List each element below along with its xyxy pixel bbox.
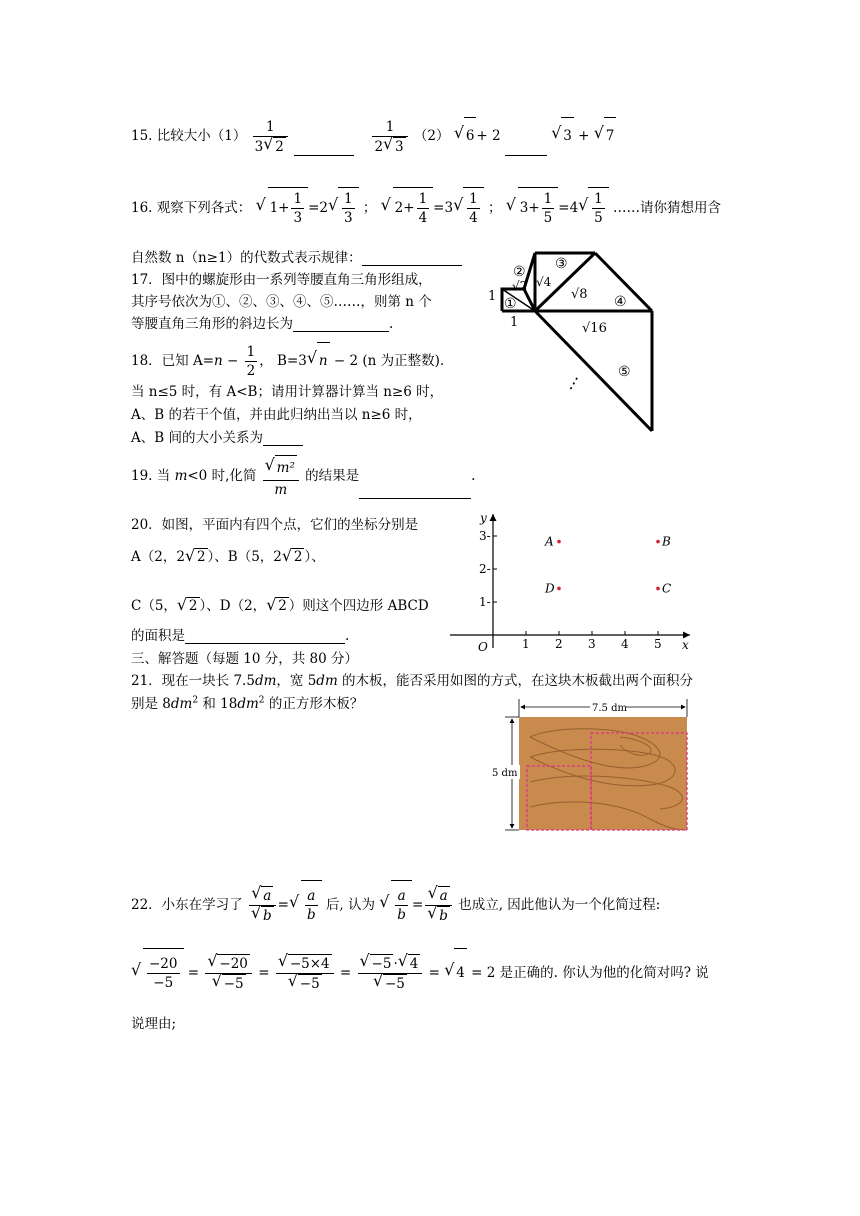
point-d bbox=[557, 587, 561, 591]
point-c bbox=[656, 587, 660, 591]
spiral-label-4: ④ bbox=[614, 294, 627, 310]
q19-line: 19. 当 m<0 时,化简 √ $\frac{\text{m²}}{m}$ 的结果是 . bbox=[131, 454, 475, 499]
q22-rule-lhs: √ a √ b bbox=[249, 886, 276, 925]
q22-line-2: √ $\frac{-20}{-5}$ = √ −20 √ −5 = √ −5×4 √ −5 = √ −5 ·√ 4 √ −5 = √ 4 = 2 是正确的. 你认为他的化简对吗? 说 bbox=[131, 948, 709, 997]
spiral-rad-16: √16 bbox=[582, 321, 607, 336]
section-3-heading: 三、解答题（每题 10 分，共 80 分） bbox=[131, 651, 359, 667]
q22-line-3: 说理由; bbox=[131, 1016, 177, 1032]
spiral-side-left-label: 1 bbox=[488, 289, 497, 304]
q22-line-1: 22．小东在学习了 √ a √ b = √ $\frac{a}{b}$ 后, 认为 √ $\frac{a}{b}$ = √ a √ b 也成立, 因此他认为一个化简过程: bbox=[131, 880, 660, 929]
point-label-d: D bbox=[545, 581, 555, 596]
board-height-label: 5 dm bbox=[492, 768, 518, 779]
spiral-rad-4: √4 bbox=[536, 275, 552, 289]
y-tick-label: 3- bbox=[479, 529, 491, 543]
q15-fraction-2: $\frac{1}{2√ 3}$ bbox=[372, 118, 407, 156]
q17-line-3: 等腰直角三角形的斜边长为 . bbox=[131, 316, 394, 332]
q15-left-expression: √ 6 bbox=[454, 117, 477, 154]
q18-line-2: 当 n≤5 时，有 A<B；请用计算器计算当 n≥6 时， bbox=[131, 384, 444, 400]
q19-fraction: √ $\frac{\text{m²}}{m}$ bbox=[263, 455, 299, 499]
x-tick-label: 1 bbox=[522, 637, 530, 651]
wood-board bbox=[519, 717, 687, 830]
spiral-rad-2: √2 bbox=[512, 279, 528, 293]
q15-prefix: 15. 比较大小（1） bbox=[131, 128, 247, 144]
q18-line-3: A、B 的若干个值，并由此归纳出当以 n≥6 时， bbox=[131, 407, 422, 423]
q18-fraction: $\frac{1}{2}$ bbox=[246, 344, 256, 379]
q17-line-2: 其序号依次为①、②、③、④、⑤……，则第 n 个 bbox=[131, 294, 432, 310]
coordinate-graph bbox=[450, 508, 700, 656]
spiral-label-2: ② bbox=[513, 264, 526, 280]
q22-chain-1: √ $\frac{-20}{-5}$ bbox=[131, 948, 184, 997]
q16-suffix: ……请你猜想用含 bbox=[613, 200, 722, 216]
x-tick-label: 2 bbox=[555, 637, 563, 651]
q15-part2-label: （2） bbox=[413, 128, 450, 144]
x-tick-label: 4 bbox=[621, 637, 629, 651]
q18-line-1: 18．已知 A=n − $\frac{1}{2}$ ， B=3√ n − 2 (n 为正整数). bbox=[131, 342, 444, 380]
origin-label: O bbox=[478, 640, 488, 654]
board-width-label: 7.5 dm bbox=[592, 703, 627, 714]
spiral-dots: ⋮ bbox=[562, 370, 586, 396]
q18-answer-blank[interactable] bbox=[263, 445, 303, 446]
q16-expr-1: √ 1+ $\frac{1}{3}$ bbox=[256, 187, 309, 228]
q17-answer-blank[interactable] bbox=[293, 331, 389, 332]
graph-marks bbox=[479, 529, 671, 651]
point-label-a: A bbox=[545, 534, 554, 549]
q16-line-1: 16. 观察下列各式： √ 1+ $\frac{1}{3}$ =2 √ $\frac{1}{3}$ ； √ 2+ $\frac{1}{4}$ =3 √ $\frac{1}{4}$ ； √ 3+ $\frac{1}{5}$ =4 √ $\frac{1}{5}$ ……请你猜想用含 bbox=[131, 187, 721, 228]
q15-answer-blank-2[interactable] bbox=[505, 155, 547, 156]
q16-line-2: 自然数 n（n≥1）的代数式表示规律： bbox=[131, 246, 462, 266]
q20-answer-blank[interactable] bbox=[185, 643, 345, 644]
y-tick-label: 2- bbox=[479, 562, 491, 576]
point-label-c: C bbox=[662, 581, 672, 596]
x-axis-label: x bbox=[682, 638, 689, 652]
point-label-b: B bbox=[662, 534, 671, 549]
q22-chain-2: √ −20 √ −5 bbox=[205, 954, 252, 993]
spiral-label-3: ③ bbox=[555, 256, 568, 272]
spiral-label-5: ⑤ bbox=[618, 364, 631, 380]
y-tick-label: 1- bbox=[479, 595, 491, 609]
x-tick-label: 5 bbox=[654, 637, 662, 651]
q15-right-rad-1: √ 3 bbox=[551, 117, 574, 154]
q20-line-3: C（5，√ 2 ）、D（2，√ 2 ）则这个四边形 ABCD bbox=[131, 594, 429, 614]
q15-answer-blank-1[interactable] bbox=[294, 155, 354, 156]
q15-fraction-1: $\frac{1}{3√ 2}$ bbox=[253, 118, 288, 156]
wood-board-figure bbox=[490, 697, 695, 837]
q16-expr-2: √ 2+ $\frac{1}{4}$ bbox=[381, 187, 434, 228]
q15-right-rad-2: √ 7 bbox=[594, 117, 617, 154]
q20-line-2: A（2，2√ 2 ）、B（5，2√ 2 ）、 bbox=[131, 545, 325, 565]
spiral-side-bottom-label: 1 bbox=[510, 315, 519, 330]
q19-answer-blank[interactable] bbox=[359, 498, 471, 499]
x-tick-label: 3 bbox=[588, 637, 596, 651]
q20-line-1: 20．如图，平面内有四个点，它们的坐标分别是 bbox=[131, 517, 419, 533]
point-a bbox=[557, 540, 561, 544]
q21-line-1: 21．现在一块长 7.5dm，宽 5dm 的木板，能否采用如图的方式，在这块木板截出两个面积分 bbox=[131, 673, 694, 689]
q16-expr-3: √ 3+ $\frac{1}{5}$ bbox=[506, 187, 559, 228]
q15-line: 15. 比较大小（1） $\frac{1}{3√ 2}$ $\frac{1}{2√ 3}$ （2） √ 6 + 2 √ 3 + √ 7 bbox=[131, 117, 616, 156]
y-axis-label: y bbox=[480, 511, 487, 525]
point-b bbox=[656, 540, 660, 544]
q22-chain-4: √ −5 ·√ 4 √ −5 bbox=[358, 954, 423, 993]
q16-answer-blank[interactable] bbox=[362, 265, 462, 266]
q21-line-2: 别是 $8dm^2$ 和 $18dm^2$ 的正方形木板？ bbox=[131, 695, 364, 712]
q18-line-4: A、B 间的大小关系为 bbox=[131, 426, 303, 446]
q22-rule-reversed: √ $\frac{a}{b}$ bbox=[379, 880, 412, 929]
q16-prefix: 16. 观察下列各式： bbox=[131, 200, 252, 216]
spiral-figure bbox=[482, 246, 662, 436]
q17-line-1: 17．图中的螺旋形由一系列等腰直角三角形组成， bbox=[131, 272, 432, 288]
q20-line-4: 的面积是 . bbox=[131, 628, 350, 644]
spiral-rad-8: √8 bbox=[571, 287, 588, 302]
spiral-label-1: ① bbox=[504, 296, 517, 312]
q22-chain-3: √ −5×4 √ −5 bbox=[276, 954, 334, 993]
